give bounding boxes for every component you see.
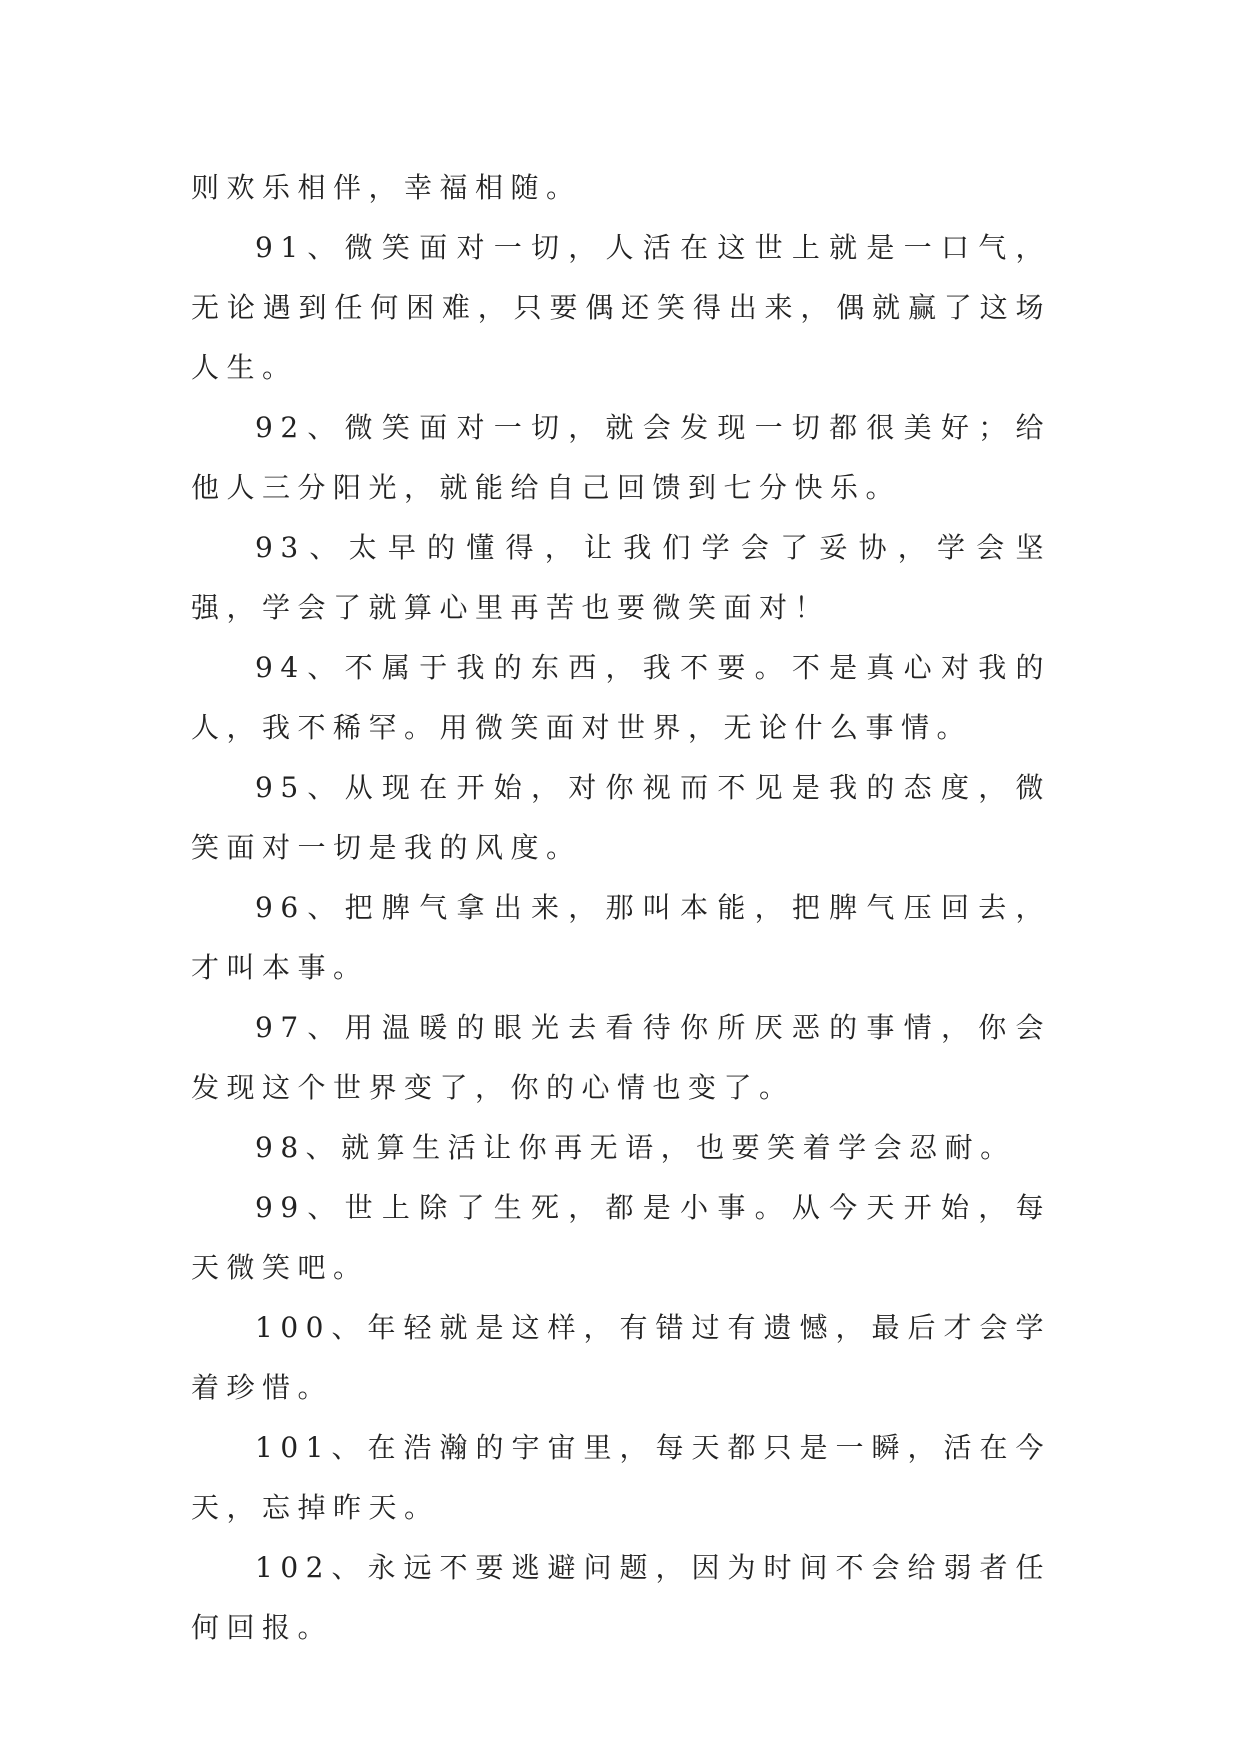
paragraph-continuation: 则欢乐相伴，幸福相随。 <box>191 171 582 204</box>
paragraph-94: 94、不属于我的东西，我不要。不是真心对我的人，我不稀罕。用微笑面对世界，无论什么事情。 <box>191 651 1051 744</box>
paragraph-91: 91、微笑面对一切，人活在这世上就是一口气，无论遇到任何困难，只要偶还笑得出来，偶就赢了这场人生。 <box>191 231 1051 384</box>
paragraph-97: 97、用温暖的眼光去看待你所厌恶的事情，你会发现这个世界变了，你的心情也变了。 <box>191 1011 1051 1104</box>
document-body <box>191 158 1051 1658</box>
paragraph-101: 101、在浩瀚的宇宙里，每天都只是一瞬，活在今天，忘掉昨天。 <box>191 1431 1051 1524</box>
paragraph-102: 102、永远不要逃避问题，因为时间不会给弱者任何回报。 <box>191 1551 1051 1644</box>
paragraph-99: 99、世上除了生死，都是小事。从今天开始，每天微笑吧。 <box>191 1191 1051 1284</box>
paragraph-92: 92、微笑面对一切，就会发现一切都很美好；给他人三分阳光，就能给自己回馈到七分快乐。 <box>191 411 1051 504</box>
paragraph-100: 100、年轻就是这样，有错过有遗憾，最后才会学着珍惜。 <box>191 1311 1051 1404</box>
paragraph-95: 95、从现在开始，对你视而不见是我的态度，微笑面对一切是我的风度。 <box>191 771 1051 864</box>
paragraph-93: 93、太早的懂得，让我们学会了妥协，学会坚强，学会了就算心里再苦也要微笑面对！ <box>191 531 1051 624</box>
paragraph-98: 98、就算生活让你再无语，也要笑着学会忍耐。 <box>255 1131 1016 1164</box>
paragraph-96: 96、把脾气拿出来，那叫本能，把脾气压回去，才叫本事。 <box>191 891 1051 984</box>
